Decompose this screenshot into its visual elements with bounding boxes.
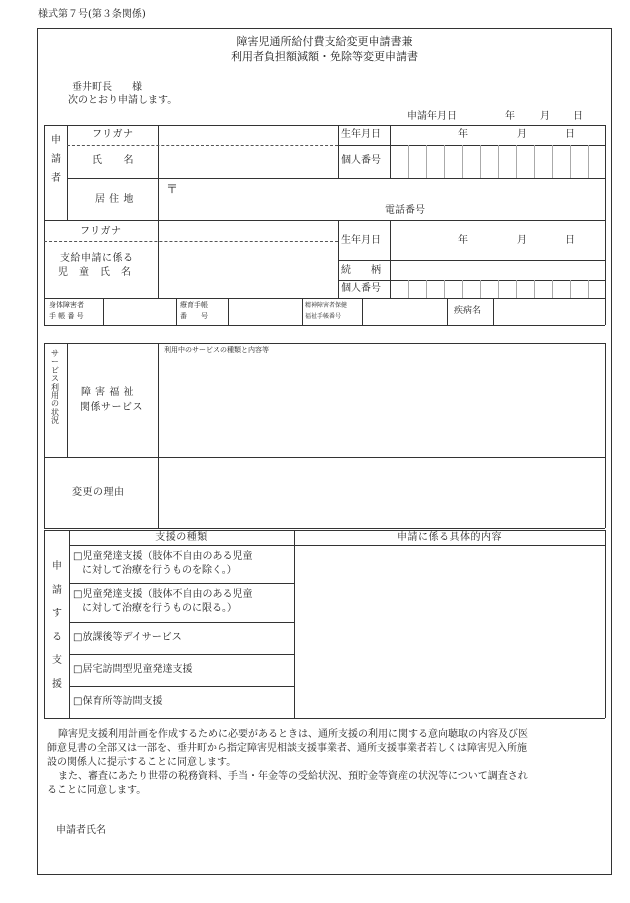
- applicant-section-label: 申 請 者: [51, 135, 61, 184]
- physical-handbook-label-line2: 手 帳 番 号: [49, 312, 84, 320]
- phone-label: 電話番号: [385, 205, 425, 216]
- ryoiku-handbook-label-line2: 番 号: [180, 312, 208, 320]
- application-date-label: 申請年月日: [407, 111, 457, 122]
- title-line2: 利用者負担額減額・免除等変更申請書: [231, 50, 418, 63]
- service-usage-side-label: サービス利用の状況: [51, 349, 59, 426]
- applicant-furigana-label: フリガナ: [92, 129, 134, 140]
- application-date-year: 年: [505, 111, 515, 122]
- service-usage-note: 利用中のサービスの種類と内容等: [164, 346, 269, 354]
- application-date-day: 日: [573, 111, 583, 122]
- child-birth-day: 日: [565, 235, 575, 246]
- consent-p2-line1: また、審査にあたり世帯の税務資料、手当・年金等の受給状況、預貯金等資産の状況等について調査され: [58, 771, 528, 782]
- child-birth-year: 年: [458, 235, 468, 246]
- applicant-birth-year: 年: [458, 129, 468, 140]
- child-relationship-label: 続 柄: [341, 265, 381, 276]
- support-item-5[interactable]: □保育所等訪問支援: [73, 696, 163, 707]
- mental-handbook-label-line2: 福祉手帳番号: [305, 313, 342, 320]
- intro-text: 次のとおり申請します。: [68, 95, 178, 106]
- applicant-birth-month: 月: [517, 129, 527, 140]
- addressee: 垂井町長 様: [72, 82, 142, 93]
- form-number: 様式第７号(第３条関係): [38, 9, 146, 20]
- consent-p2-line2: ることに同意します。: [47, 785, 147, 796]
- support-item-1-line2: に対して治療を行うものを除く。）: [82, 565, 237, 576]
- applicant-name-label: 氏 名: [92, 155, 134, 166]
- child-birthdate-label: 生年月日: [341, 235, 381, 246]
- child-name-label-line1: 支給申請に係る: [60, 253, 134, 264]
- consent-p1-line1: 障害児支援利用計画を作成するために必要があるときは、通所支援の利用に関する意向聴取の内容及び医: [58, 729, 528, 740]
- child-furigana-label: フリガナ: [80, 226, 122, 237]
- support-item-3[interactable]: □放課後等デイサービス: [73, 632, 182, 643]
- applicant-id-label: 個人番号: [341, 155, 381, 166]
- application-date-month: 月: [540, 111, 550, 122]
- child-name-label-line2: 児 童 氏 名: [58, 267, 132, 278]
- mental-handbook-label-line1: 精神障害者保健: [305, 302, 348, 309]
- consent-p1-line2: 師意見書の全部又は一部を、垂井町から指定障害児相談支援事業者、通所支援事業者若しくは障害児入所施: [47, 743, 527, 754]
- applicant-birthdate-label: 生年月日: [341, 129, 381, 140]
- child-birth-month: 月: [517, 235, 527, 246]
- ryoiku-handbook-label-line1: 療育手帳: [180, 301, 208, 309]
- applicant-signature-label: 申請者氏名: [56, 825, 106, 836]
- service-label-line2: 関係サービス: [80, 402, 143, 413]
- change-reason-label: 変更の理由: [72, 487, 125, 498]
- support-type-header: 支援の種類: [155, 532, 208, 543]
- consent-p1-line3: 設の関係人に提示することに同意します。: [47, 757, 237, 768]
- service-label-line1: 障 害 福 祉: [81, 387, 135, 398]
- support-content-header: 申請に係る具体的内容: [397, 532, 502, 543]
- applicant-birth-day: 日: [565, 129, 575, 140]
- applicant-address-label: 居 住 地: [95, 194, 134, 205]
- physical-handbook-label-line1: 身体障害者: [49, 301, 84, 309]
- support-item-4[interactable]: □居宅訪問型児童発達支援: [73, 664, 193, 675]
- title-line1: 障害児通所給付費支給変更申請書兼: [236, 35, 413, 48]
- support-side-label: 申 請 す る 支 援: [52, 561, 62, 690]
- postal-mark: 〒: [166, 182, 179, 196]
- disease-label: 疾病名: [454, 306, 482, 316]
- support-item-2-line1[interactable]: □児童発達支援（肢体不自由のある児童: [73, 589, 253, 600]
- support-item-1-line1[interactable]: □児童発達支援（肢体不自由のある児童: [73, 551, 253, 562]
- support-item-2-line2: に対して治療を行うものに限る。）: [82, 603, 237, 614]
- child-id-label: 個人番号: [341, 283, 381, 294]
